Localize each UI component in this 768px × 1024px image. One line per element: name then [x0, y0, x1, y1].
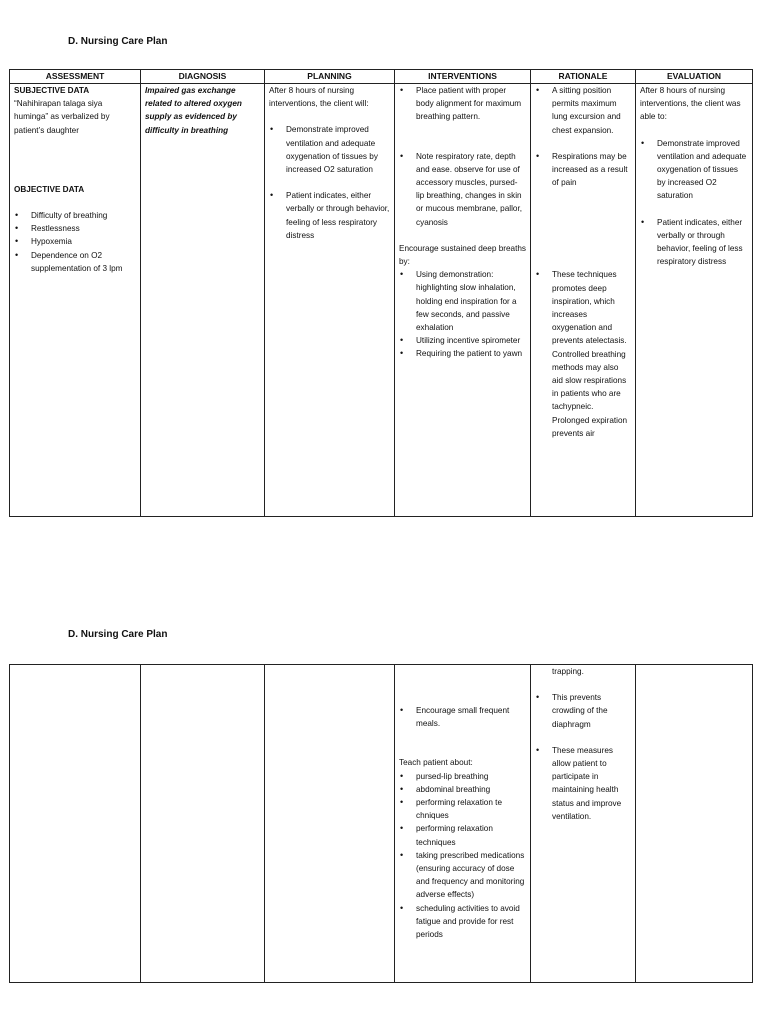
list-item: • A sitting position permits maximum lung excursion and chest expansion.: [535, 84, 631, 137]
column-header-diagnosis: DIAGNOSIS: [141, 70, 265, 84]
list-item: • Demonstrate improved ventilation and adequate oxygenation of tissues by increased O2 saturation: [269, 123, 390, 176]
list-item: • Difficulty of breathing: [14, 209, 136, 222]
diagnosis-cell: [141, 84, 265, 517]
evaluation-cell: [636, 665, 753, 983]
subjective-data-text: “Nahihirapan talaga siya huminga” as verbalized by patient’s daughter: [14, 99, 110, 135]
evaluation-cell: [636, 84, 753, 517]
encourage-breaths-list: [399, 268, 526, 360]
list-item: • Hypoxemia: [14, 235, 136, 248]
nursing-care-plan-table-continued: [9, 664, 753, 983]
header-row: [10, 70, 753, 84]
list-item: • Encourage small frequent meals.: [399, 704, 526, 730]
column-header-rationale: RATIONALE: [531, 70, 636, 84]
list-item: • Dependence on O2 supplementation of 3 lpm: [14, 249, 136, 275]
rationale-cell: [531, 665, 636, 983]
page-title: D. Nursing Care Plan: [68, 36, 168, 47]
table-row: [10, 84, 753, 517]
column-header-evaluation: EVALUATION: [636, 70, 753, 84]
list-item: • Restlessness: [14, 222, 136, 235]
rationale-continuation: trapping.: [552, 667, 584, 676]
list-item: • performing relaxation techniques: [399, 822, 526, 848]
diagnosis-cell: [141, 665, 265, 983]
interventions-cell: [395, 84, 531, 517]
list-item: • Place patient with proper body alignment for maximum breathing pattern.: [399, 84, 526, 124]
objective-data-list: [14, 209, 136, 275]
list-item: • These techniques promotes deep inspiration, which increases oxygenation and prevents atelectasis. Controlled breathing methods may also aid slow respirations in patients who are tachypneic. Prolonged expiration prevents air: [535, 268, 631, 440]
teach-patient-intro: Teach patient about:: [399, 758, 473, 768]
planning-cell: [265, 665, 395, 983]
rationale-list: [535, 84, 631, 440]
interventions-list: [399, 704, 526, 730]
list-item: • These measures allow patient to participate in maintaining health status and improve ventilation.: [535, 744, 631, 823]
list-item: • Patient indicates, either verbally or through behavior, feeling of less respiratory distress: [269, 189, 390, 242]
subjective-data-heading: SUBJECTIVE DATA: [14, 86, 90, 95]
evaluation-intro: After 8 hours of nursing interventions, the client was able to:: [640, 86, 741, 122]
encourage-breaths-intro: Encourage sustained deep breaths by:: [399, 243, 526, 267]
column-header-interventions: INTERVENTIONS: [395, 70, 531, 84]
interventions-list: [399, 84, 526, 229]
list-item: • pursed-lip breathing: [399, 770, 526, 783]
assessment-cell: [10, 665, 141, 983]
assessment-cell: [10, 84, 141, 517]
evaluation-list: [640, 137, 748, 269]
nursing-care-plan-table: [9, 69, 753, 517]
page-title: D. Nursing Care Plan: [68, 629, 168, 640]
list-item: • Requiring the patient to yawn: [399, 347, 526, 360]
teach-patient-list: [399, 770, 526, 942]
diagnosis-text: Impaired gas exchange related to altered oxygen supply as evidenced by difficulty in breathing: [145, 86, 242, 135]
list-item: • abdominal breathing: [399, 783, 526, 796]
list-item: • This prevents crowding of the diaphragm: [535, 691, 631, 731]
planning-cell: [265, 84, 395, 517]
column-header-assessment: ASSESSMENT: [10, 70, 141, 84]
objective-data-heading: OBJECTIVE DATA: [14, 184, 85, 194]
list-item: • taking prescribed medications (ensuring accuracy of dose and frequency and monitoring adverse effects): [399, 849, 526, 902]
planning-intro: After 8 hours of nursing interventions, the client will:: [269, 86, 369, 109]
list-item: • performing relaxation te chniques: [399, 796, 526, 822]
list-item: • Utilizing incentive spirometer: [399, 334, 526, 347]
list-item: • scheduling activities to avoid fatigue and provide for rest periods: [399, 902, 526, 942]
list-item: • Using demonstration: highlighting slow inhalation, holding end inspiration for a few seconds, and passive exhalation: [399, 268, 526, 334]
list-item: • Respirations may be increased as a result of pain: [535, 150, 631, 190]
list-item: • Demonstrate improved ventilation and adequate oxygenation of tissues by increased O2 saturation: [640, 137, 748, 203]
list-item: • Patient indicates, either verbally or through behavior, feeling of less respiratory distress: [640, 216, 748, 269]
column-header-planning: PLANNING: [265, 70, 395, 84]
planning-list: [269, 123, 390, 242]
interventions-cell: [395, 665, 531, 983]
table-row: [10, 665, 753, 983]
list-item: • Note respiratory rate, depth and ease. observe for use of accessory muscles, pursed- lip breathing, changes in skin or mucous membrane, pallor, cyanosis: [399, 150, 526, 229]
rationale-list: [535, 691, 631, 823]
rationale-cell: [531, 84, 636, 517]
